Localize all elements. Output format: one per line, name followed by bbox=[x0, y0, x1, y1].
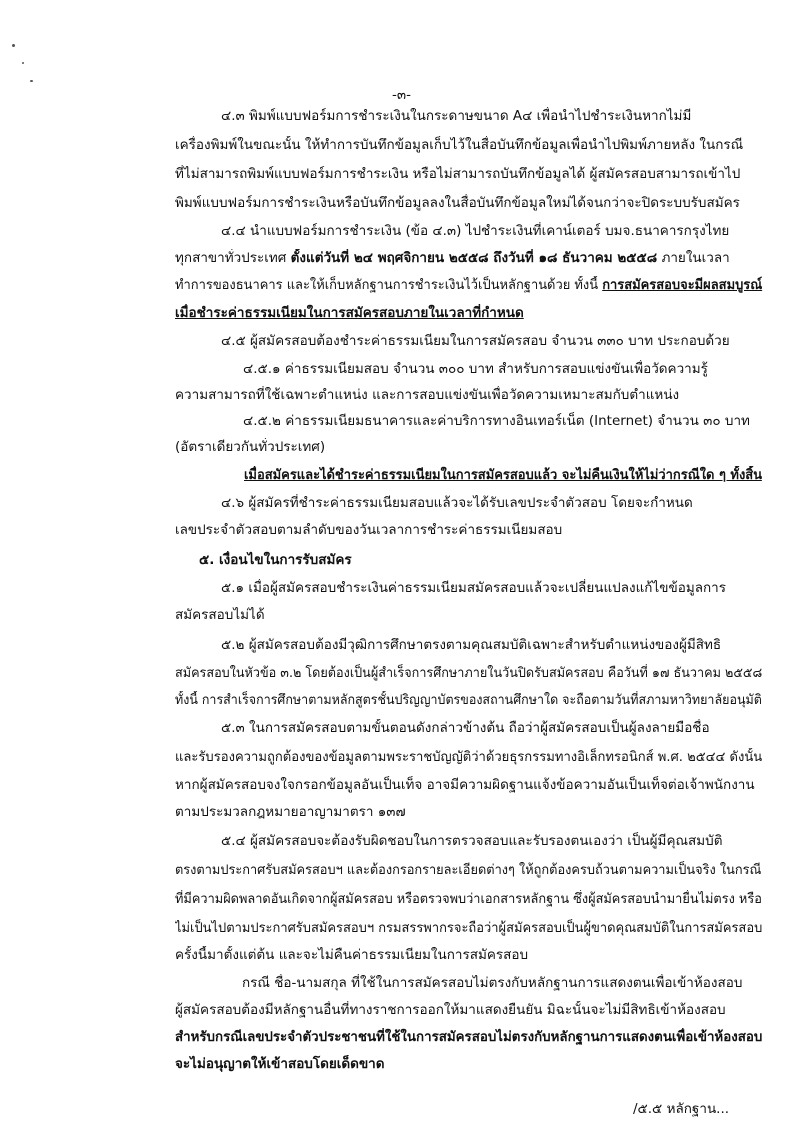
para-5-4-line-1: ๕.๔ ผู้สมัครสอบจะต้องรับผิดชอบในการตรวจสอบและรับรองตนเองว่า เป็นผู้มีคุณสมบัติ bbox=[221, 833, 723, 849]
para-4-5-2-line-1: ๔.๕.๒ ค่าธรรมเนียมธนาคารและค่าบริการทางอินเทอร์เน็ต (Internet) จำนวน ๓๐ บาท bbox=[243, 413, 750, 429]
completion-condition: การสมัครสอบจะมีผลสมบูรณ์ bbox=[602, 277, 763, 293]
para-4-3-line-2: เครื่องพิมพ์ในขณะนั้น ให้ทำการบันทึกข้อมูลเก็บไว้ในสื่อบันทึกข้อมูลเพื่อนำไปพิมพ์ภายหลัง ในกรณี bbox=[175, 137, 744, 153]
next-page-footer: /๕.๕ หลักฐาน... bbox=[633, 1101, 730, 1117]
no-refund-notice: เมื่อสมัครและได้ชำระค่าธรรมเนียมในการสมัครสอบแล้ว จะไม่คืนเงินให้ไม่ว่ากรณีใด ๆ ทั้งสิ้น bbox=[244, 467, 762, 483]
para-5-4-line-2: ตรงตามประกาศรับสมัครสอบฯ และต้องกรอกรายละเอียดต่างๆ ให้ถูกต้องครบถ้วนตามความเป็นจริง ในกรณี bbox=[175, 862, 762, 878]
para-5-2-line-3: ทั้งนี้ การสำเร็จการศึกษาตามหลักสูตรชั้นปริญญาบัตรของสถานศึกษาใด จะถือตามวันที่สภามหาวิทยาลัยอนุมัติ bbox=[175, 692, 762, 708]
para-4-4-line-3 bbox=[175, 276, 762, 294]
name-mismatch-line-1: กรณี ชื่อ-นามสกุล ที่ใช้ในการสมัครสอบไม่ตรงกับหลักฐานการแสดงตนเพื่อเข้าห้องสอบ bbox=[242, 975, 743, 991]
scan-speck bbox=[30, 80, 33, 82]
para-4-4-text: ภายในเวลา bbox=[657, 250, 730, 266]
para-5-2-line-1: ๕.๒ ผู้สมัครสอบต้องมีวุฒิการศึกษาตรงตามคุณสมบัติเฉพาะสำหรับตำแหน่งของผู้มีสิทธิ bbox=[221, 637, 722, 653]
scan-speck bbox=[12, 44, 15, 47]
para-5-3-line-1: ๕.๓ ในการสมัครสอบตามขั้นตอนดังกล่าวข้างต้น ถือว่าผู้สมัครสอบเป็นผู้ลงลายมือชื่อ bbox=[221, 720, 710, 736]
para-4-3-line-1: ๔.๓ พิมพ์แบบฟอร์มการชำระเงินในกระดาษขนาด A๔ เพื่อนำไปชำระเงินหากไม่มี bbox=[221, 108, 692, 124]
para-4-4-line-1: ๔.๔ นำแบบฟอร์มการชำระเงิน (ข้อ ๔.๓) ไปชำระเงินที่เคาน์เตอร์ บมจ.ธนาคารกรุงไทย bbox=[221, 223, 730, 239]
para-4-6-line-1: ๔.๖ ผู้สมัครที่ชำระค่าธรรมเนียมสอบแล้วจะได้รับเลขประจำตัวสอบ โดยจะกำหนด bbox=[221, 495, 693, 511]
para-4-4-text: ทำการของธนาคาร และให้เก็บหลักฐานการชำระเงินไว้เป็นหลักฐานด้วย ทั้งนี้ bbox=[175, 277, 603, 293]
para-5-1-line-1: ๕.๑ เมื่อผู้สมัครสอบชำระเงินค่าธรรมเนียมสมัครสอบแล้วจะเปลี่ยนแปลงแก้ไขข้อมูลการ bbox=[221, 580, 727, 596]
para-5-4-line-3: ที่มีความผิดพลาดอันเกิดจากผู้สมัครสอบ หรือตรวจพบว่าเอกสารหลักฐาน ซึ่งผู้สมัครสอบนำมายื่นไม่ตรง หรือ bbox=[175, 891, 762, 907]
para-4-4-text: ทุกสาขาทั่วประเทศ bbox=[175, 250, 291, 266]
para-4-4-line-2 bbox=[175, 249, 730, 267]
para-5-4-line-5: ครั้งนี้มาตั้งแต่ต้น และจะไม่คืนค่าธรรมเนียมในการสมัครสอบ bbox=[175, 947, 529, 963]
para-4-5-2-line-2: (อัตราเดียวกันทั่วประเทศ) bbox=[175, 439, 326, 455]
para-4-3-line-3: ที่ไม่สามารถพิมพ์แบบฟอร์มการชำระเงิน หรือไม่สามารถบันทึกข้อมูลได้ ผู้สมัครสอบสามารถเข้าไป bbox=[175, 166, 741, 182]
para-4-3-line-4: พิมพ์แบบฟอร์มการชำระเงินหรือบันทึกข้อมูลลงในสื่อบันทึกข้อมูลใหม่ได้จนกว่าจะปิดระบบรับสมัคร bbox=[175, 195, 740, 211]
para-5-3-line-3: หากผู้สมัครสอบจงใจกรอกข้อมูลอันเป็นเท็จ อาจมีความผิดฐานแจ้งข้อความอันเป็นเท็จต่อเจ้าพนักงาน bbox=[175, 777, 755, 793]
para-4-5-line-1: ๔.๕ ผู้สมัครสอบต้องชำระค่าธรรมเนียมในการสมัครสอบ จำนวน ๓๓๐ บาท ประกอบด้วย bbox=[221, 333, 730, 349]
para-5-4-line-4: ไม่เป็นไปตามประกาศรับสมัครสอบฯ กรมสรรพากรจะถือว่าผู้สมัครสอบเป็นผู้ขาดคุณสมบัติในการสมัครสอบ bbox=[175, 920, 763, 936]
id-mismatch-line-1: สำหรับกรณีเลขประจำตัวประชาชนที่ใช้ในการสมัครสอบไม่ตรงกับหลักฐานการแสดงตนเพื่อเข้าห้องสอบ bbox=[175, 1029, 763, 1045]
para-5-3-line-2: และรับรองความถูกต้องของข้อมูลตามพระราชบัญญัติว่าด้วยธุรกรรมทางอิเล็กทรอนิกส์ พ.ศ. ๒๕๔๔ ดังนั้น bbox=[175, 749, 762, 765]
id-mismatch-line-2: จะไม่อนุญาตให้เข้าสอบโดยเด็ดขาด bbox=[175, 1056, 385, 1072]
para-4-6-line-2: เลขประจำตัวสอบตามลำดับของวันเวลาการชำระค่าธรรมเนียมสอบ bbox=[175, 522, 563, 538]
para-5-3-line-4: ตามประมวลกฎหมายอาญามาตรา ๑๓๗ bbox=[175, 804, 406, 820]
page-number: -๓- bbox=[392, 87, 411, 103]
para-5-2-line-2: สมัครสอบในหัวข้อ ๓.๒ โดยต้องเป็นผู้สำเร็จการศึกษาภายในวันปิดรับสมัครสอบ คือวันที่ ๑๗ ธันวาคม ๒๕๕๘ bbox=[175, 665, 763, 681]
registration-dates: ตั้งแต่วันที่ ๒๔ พฤศจิกายน ๒๕๕๘ ถึงวันที่ ๑๘ ธันวาคม ๒๕๕๘ bbox=[290, 250, 658, 266]
para-4-5-1-line-1: ๔.๕.๑ ค่าธรรมเนียมสอบ จำนวน ๓๐๐ บาท สำหรับการสอบแข่งขันเพื่อวัดความรู้ bbox=[243, 361, 708, 377]
para-4-5-1-line-2: ความสามารถที่ใช้เฉพาะตำแหน่ง และการสอบแข่งขันเพื่อวัดความเหมาะสมกับตำแหน่ง bbox=[175, 387, 680, 403]
name-mismatch-line-2: ผู้สมัครสอบต้องมีหลักฐานอื่นที่ทางราชการออกให้มาแสดงยืนยัน มิฉะนั้นจะไม่มีสิทธิเข้าห้องสอบ bbox=[175, 1002, 726, 1018]
section-5-heading: ๕. เงื่อนไขในการรับสมัคร bbox=[199, 552, 352, 568]
scan-speck bbox=[22, 62, 24, 64]
para-4-4-line-4: เมื่อชำระค่าธรรมเนียมในการสมัครสอบภายในเวลาที่กำหนด bbox=[175, 305, 524, 321]
para-5-1-line-2: สมัครสอบไม่ได้ bbox=[175, 607, 265, 623]
